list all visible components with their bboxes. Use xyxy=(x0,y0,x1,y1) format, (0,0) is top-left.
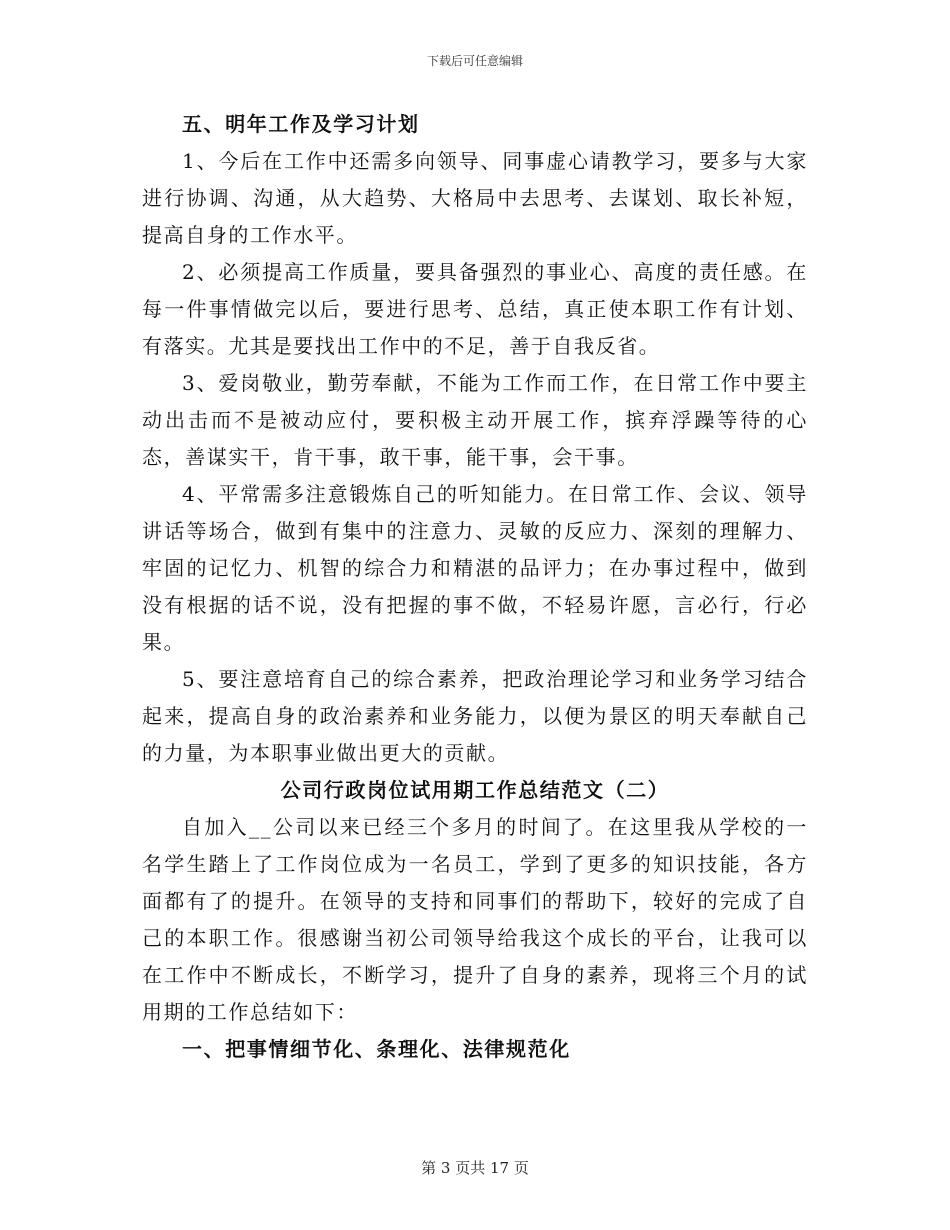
section-heading-one: 一、把事情细节化、条理化、法律规范化 xyxy=(182,1037,571,1061)
paragraph-item-5: 5、要注意培育自己的综合素养，把政治理论学习和业务学习结合起来，提高自身的政治素养和业务能力，以便为景区的明天奉献自己的力量，为本职事业做出更大的贡献。 xyxy=(142,667,808,765)
section-heading-plan: 五、明年工作及学习计划 xyxy=(182,112,420,136)
intro-paragraph: 自加入__公司以来已经三个多月的时间了。在这里我从学校的一名学生踏上了工作岗位成为一名员工，学到了更多的知识技能，各方面都有了的提升。在领导的支持和同事们的帮助下，较好的完成了自己的本职工作。很感谢当初公司领导给我这个成长的平台，让我可以在工作中不断成长，不断学习，提升了自身的素养，现将三个月的试用期的工作总结如下： xyxy=(142,815,808,1024)
paragraph-item-4: 4、平常需多注意锻炼自己的听知能力。在日常工作、会议、领导讲话等场合，做到有集中的注意力、灵敏的反应力、深刻的理解力、牢固的记忆力、机智的综合力和精湛的品评力；在办事过程中，做到没有根据的话不说，没有把握的事不做，不轻易许愿，言必行，行必果。 xyxy=(142,482,808,654)
document-title: 公司行政岗位试用期工作总结范文（二） xyxy=(280,778,670,802)
paragraph-item-2: 2、必须提高工作质量，要具备强烈的事业心、高度的责任感。在每一件事情做完以后，要进行思考、总结，真正使本职工作有计划、有落实。尤其是要找出工作中的不足，善于自我反省。 xyxy=(142,260,808,358)
paragraph-item-1: 1、今后在工作中还需多向领导、同事虚心请教学习，要多与大家进行协调、沟通，从大趋势、大格局中去思考、去谋划、取长补短，提高自身的工作水平。 xyxy=(142,149,808,247)
document-body xyxy=(142,106,808,1068)
paragraph-item-3: 3、爱岗敬业，勤劳奉献，不能为工作而工作，在日常工作中要主动出击而不是被动应付，要积极主动开展工作，摈弃浮躁等待的心态，善谋实干，肯干事，敢干事，能干事，会干事。 xyxy=(142,371,808,469)
page-header: 下载后可任意编辑 xyxy=(426,54,523,68)
page-footer: 第 3 页共 17 页 xyxy=(421,1159,529,1177)
